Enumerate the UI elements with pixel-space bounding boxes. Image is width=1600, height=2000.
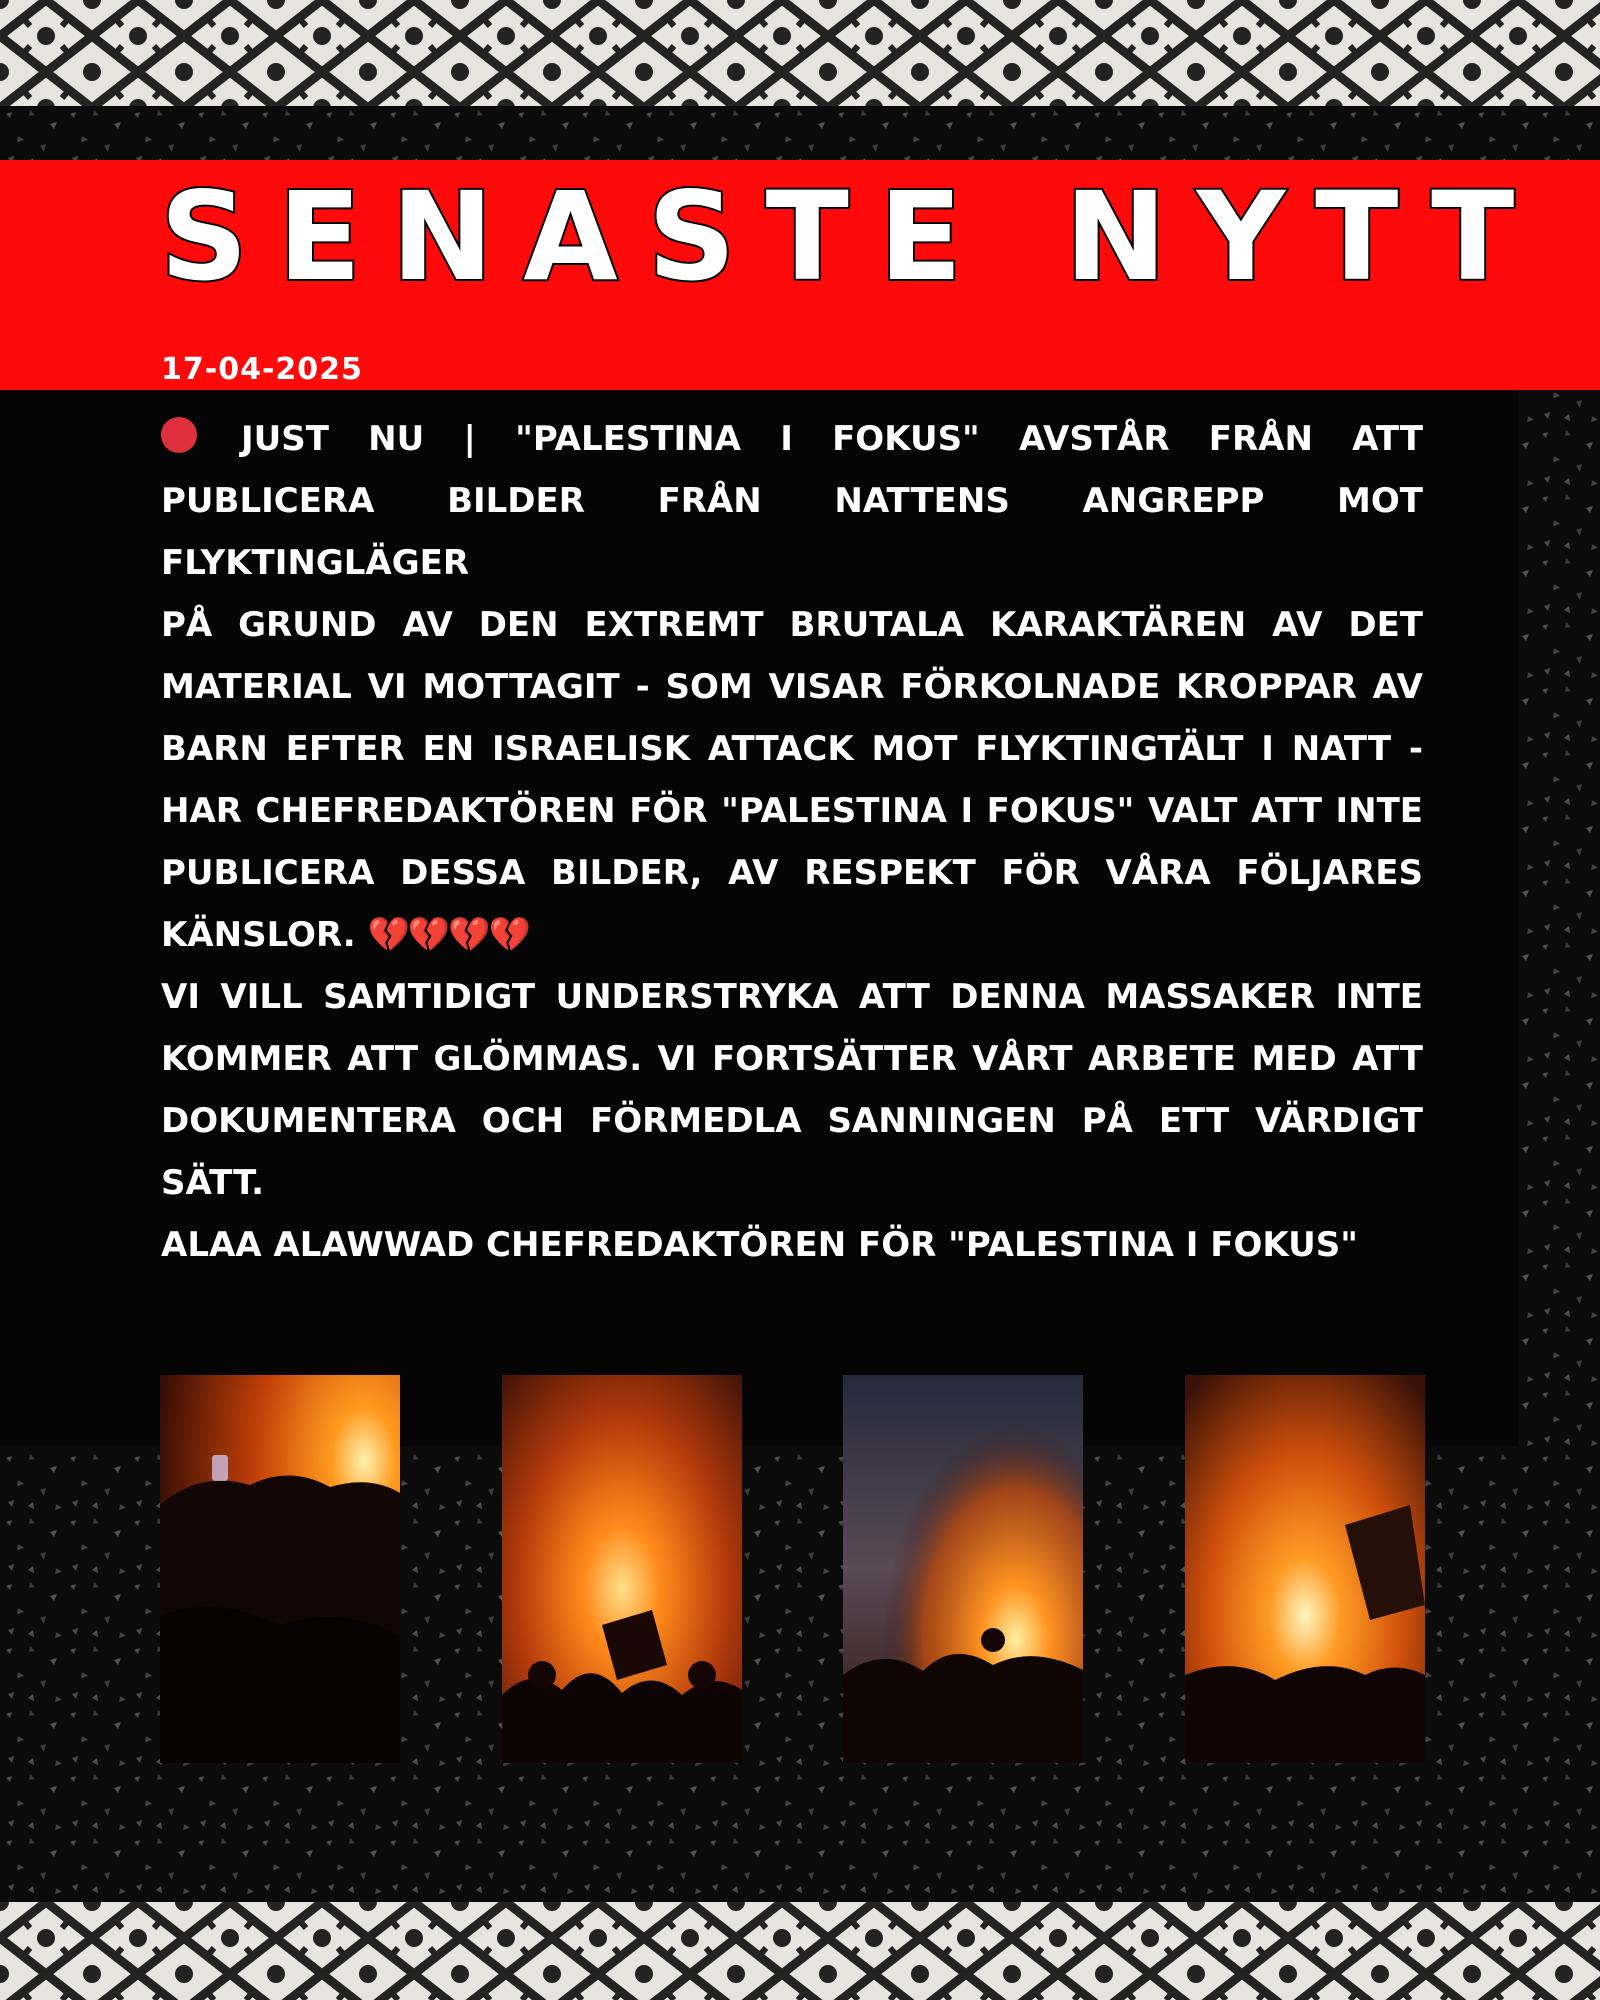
intro-text: JUST NU | "PALESTINA I FOKUS" AVSTÅR FRÅN ATT PUBLICERA BILDER FRÅN NATTENS ANGREPP MOT FLYKTINGLÄGER [161,419,1423,583]
post-date: 17-04-2025 [161,352,363,387]
fire-photo-3 [843,1375,1083,1763]
broken-heart-icon: 💔💔💔💔 [367,915,529,955]
keffiyeh-pattern-top [0,0,1600,106]
article-signature: ALAA ALAWWAD CHEFREDAKTÖREN FÖR "PALESTINA I FOKUS" [161,1225,1358,1265]
live-dot-icon [161,417,197,453]
page-title: SENASTE NYTT [160,166,1545,308]
article-intro [161,408,1423,594]
article-closing: VI VILL SAMTIDIGT UNDERSTRYKA ATT DENNA MASSAKER INTE KOMMER ATT GLÖMMAS. VI FORTSÄTTER VÅRT ARBETE MED ATT DOKUMENTERA OCH FÖRMEDLA SANNINGEN PÅ ETT VÄRDIGT SÄTT. [161,977,1423,1203]
article-body [161,408,1423,1338]
keffiyeh-pattern-bottom [0,1902,1600,2000]
fire-photo-1 [160,1375,400,1763]
fire-photo-4 [1185,1375,1425,1763]
article-paragraph [161,594,1423,966]
fire-photo-2 [502,1375,742,1763]
body-text: PÅ GRUND AV DEN EXTREMT BRUTALA KARAKTÄREN AV DET MATERIAL VI MOTTAGIT - SOM VISAR FÖRKOLNADE KROPPAR AV BARN EFTER EN ISRAELISK ATTACK MOT FLYKTINGTÄLT I NATT - HAR CHEFREDAKTÖREN FÖR "PALESTINA I FOKUS" VALT ATT INTE PUBLICERA DESSA BILDER, AV RESPEKT FÖR VÅRA FÖLJARES KÄNSLOR. [161,605,1423,955]
